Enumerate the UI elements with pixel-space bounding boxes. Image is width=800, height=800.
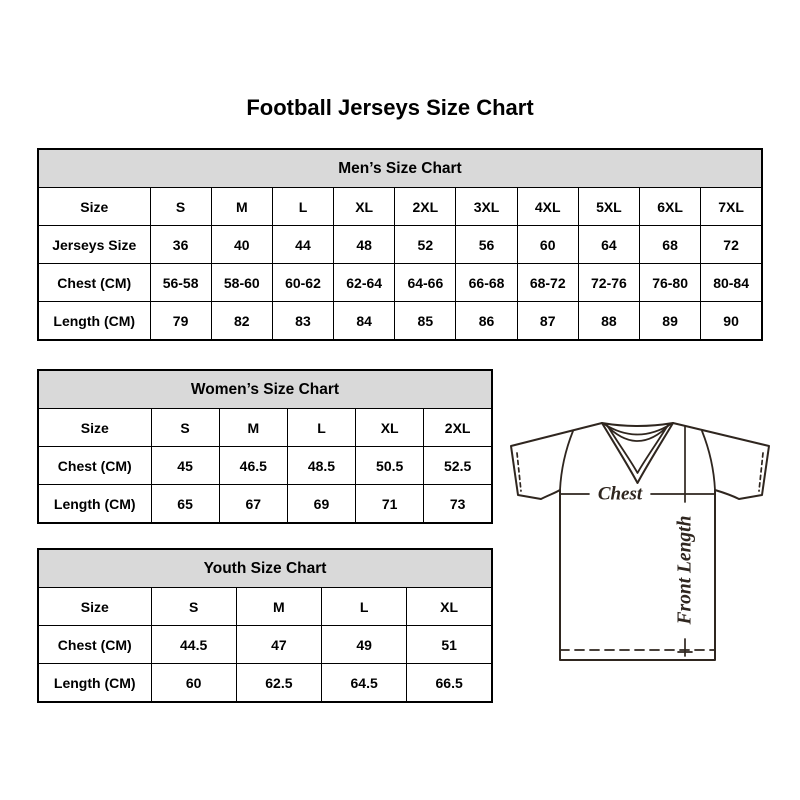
value-cell: 5XL bbox=[578, 188, 639, 226]
value-cell: 86 bbox=[456, 302, 517, 341]
value-cell: 71 bbox=[356, 485, 424, 524]
value-cell: M bbox=[236, 588, 321, 626]
table-row bbox=[38, 264, 762, 302]
value-cell: S bbox=[151, 409, 219, 447]
jersey-measurement-diagram bbox=[505, 398, 775, 688]
value-cell: 73 bbox=[424, 485, 492, 524]
table-row bbox=[38, 226, 762, 264]
value-cell: M bbox=[211, 188, 272, 226]
row-label-cell: Chest (CM) bbox=[38, 264, 150, 302]
value-cell: 85 bbox=[395, 302, 456, 341]
value-cell: 72 bbox=[701, 226, 762, 264]
row-label-cell: Length (CM) bbox=[38, 485, 151, 524]
table-row bbox=[38, 188, 762, 226]
value-cell: M bbox=[219, 409, 287, 447]
value-cell: 68-72 bbox=[517, 264, 578, 302]
table-row bbox=[38, 485, 492, 524]
value-cell: 67 bbox=[219, 485, 287, 524]
value-cell: 60 bbox=[151, 664, 236, 703]
value-cell: 47 bbox=[236, 626, 321, 664]
table-row bbox=[38, 447, 492, 485]
value-cell: 90 bbox=[701, 302, 762, 341]
womens-table-title: Women’s Size Chart bbox=[38, 370, 492, 409]
value-cell: 68 bbox=[640, 226, 701, 264]
value-cell: 60-62 bbox=[272, 264, 333, 302]
value-cell: XL bbox=[407, 588, 492, 626]
chest-label: Chest bbox=[597, 483, 643, 505]
value-cell: 56 bbox=[456, 226, 517, 264]
value-cell: 48 bbox=[334, 226, 395, 264]
value-cell: 58-60 bbox=[211, 264, 272, 302]
value-cell: 50.5 bbox=[356, 447, 424, 485]
value-cell: L bbox=[272, 188, 333, 226]
value-cell: 44 bbox=[272, 226, 333, 264]
value-cell: 2XL bbox=[424, 409, 492, 447]
value-cell: 2XL bbox=[395, 188, 456, 226]
value-cell: 52 bbox=[395, 226, 456, 264]
row-label-cell: Chest (CM) bbox=[38, 626, 151, 664]
youth-table-title: Youth Size Chart bbox=[38, 549, 492, 588]
table-row bbox=[38, 588, 492, 626]
row-label-cell: Size bbox=[38, 188, 150, 226]
jersey-right-sleeve-seam bbox=[702, 431, 715, 490]
jersey-diagram-icon bbox=[505, 398, 775, 688]
table-row bbox=[38, 664, 492, 703]
value-cell: S bbox=[150, 188, 211, 226]
table-title-row bbox=[38, 149, 762, 188]
table-row bbox=[38, 302, 762, 341]
value-cell: 84 bbox=[334, 302, 395, 341]
value-cell: 88 bbox=[578, 302, 639, 341]
jersey-outline bbox=[511, 423, 769, 660]
value-cell: L bbox=[322, 588, 407, 626]
table-row bbox=[38, 409, 492, 447]
value-cell: 46.5 bbox=[219, 447, 287, 485]
value-cell: 87 bbox=[517, 302, 578, 341]
row-label-cell: Size bbox=[38, 409, 151, 447]
value-cell: 69 bbox=[287, 485, 355, 524]
jersey-collar-top bbox=[602, 423, 673, 426]
value-cell: 65 bbox=[151, 485, 219, 524]
value-cell: 52.5 bbox=[424, 447, 492, 485]
value-cell: 62-64 bbox=[334, 264, 395, 302]
value-cell: 49 bbox=[322, 626, 407, 664]
value-cell: 64.5 bbox=[322, 664, 407, 703]
value-cell: 66-68 bbox=[456, 264, 517, 302]
mens-table-title: Men’s Size Chart bbox=[38, 149, 762, 188]
youth-size-table bbox=[37, 548, 493, 703]
value-cell: 83 bbox=[272, 302, 333, 341]
row-label-cell: Jerseys Size bbox=[38, 226, 150, 264]
value-cell: 7XL bbox=[701, 188, 762, 226]
value-cell: 72-76 bbox=[578, 264, 639, 302]
value-cell: 82 bbox=[211, 302, 272, 341]
value-cell: 3XL bbox=[456, 188, 517, 226]
value-cell: 51 bbox=[407, 626, 492, 664]
value-cell: 40 bbox=[211, 226, 272, 264]
table-title-row bbox=[38, 549, 492, 588]
row-label-cell: Size bbox=[38, 588, 151, 626]
value-cell: 64 bbox=[578, 226, 639, 264]
page-title: Football Jerseys Size Chart bbox=[246, 95, 534, 120]
row-label-cell: Length (CM) bbox=[38, 664, 151, 703]
value-cell: 62.5 bbox=[236, 664, 321, 703]
value-cell: 56-58 bbox=[150, 264, 211, 302]
front-length-label: Front Length bbox=[674, 515, 696, 625]
value-cell: 89 bbox=[640, 302, 701, 341]
value-cell: L bbox=[287, 409, 355, 447]
value-cell: 64-66 bbox=[395, 264, 456, 302]
jersey-collar-inner-v bbox=[607, 425, 668, 473]
womens-size-table bbox=[37, 369, 493, 524]
table-title-row bbox=[38, 370, 492, 409]
table-row bbox=[38, 626, 492, 664]
value-cell: 45 bbox=[151, 447, 219, 485]
value-cell: 6XL bbox=[640, 188, 701, 226]
mens-size-table bbox=[37, 148, 763, 341]
value-cell: 60 bbox=[517, 226, 578, 264]
value-cell: 80-84 bbox=[701, 264, 762, 302]
value-cell: 4XL bbox=[517, 188, 578, 226]
value-cell: XL bbox=[356, 409, 424, 447]
jersey-left-sleeve-seam bbox=[560, 431, 573, 490]
value-cell: 44.5 bbox=[151, 626, 236, 664]
value-cell: XL bbox=[334, 188, 395, 226]
row-label-cell: Length (CM) bbox=[38, 302, 150, 341]
value-cell: 66.5 bbox=[407, 664, 492, 703]
value-cell: 36 bbox=[150, 226, 211, 264]
value-cell: S bbox=[151, 588, 236, 626]
value-cell: 76-80 bbox=[640, 264, 701, 302]
value-cell: 48.5 bbox=[287, 447, 355, 485]
value-cell: 79 bbox=[150, 302, 211, 341]
row-label-cell: Chest (CM) bbox=[38, 447, 151, 485]
